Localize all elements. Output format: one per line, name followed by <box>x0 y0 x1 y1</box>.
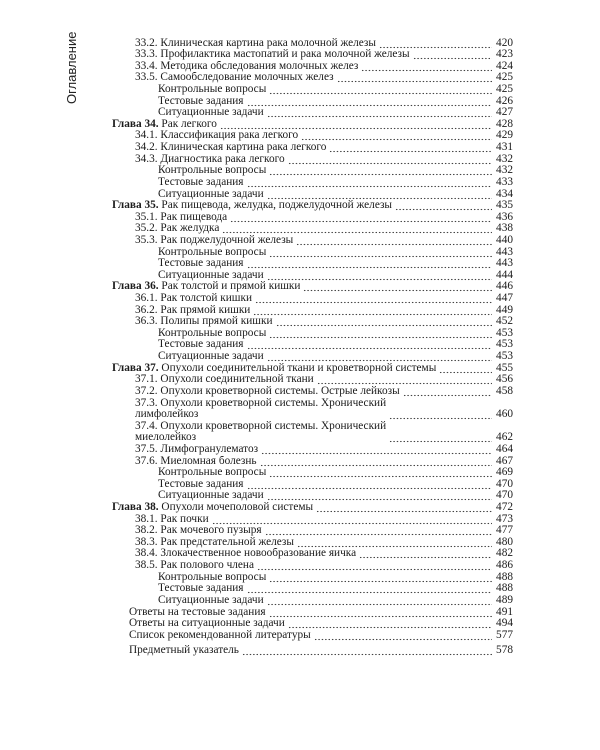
toc-entry-text: Контрольные вопросы <box>158 571 267 583</box>
toc-entry-row <box>112 645 513 657</box>
toc-dot-leader <box>212 514 492 525</box>
toc-entry-text: Рак пищевода, желудка, поджелудочной железы <box>161 200 393 212</box>
toc-entry-text: Ситуационные задачи <box>158 490 264 502</box>
toc-chapter-row <box>112 118 513 130</box>
toc-entry-row <box>112 188 513 200</box>
toc-dot-leader <box>220 119 492 130</box>
toc-entry-text: 38.5. Рак полового члена <box>135 560 254 572</box>
toc-entry-row <box>112 258 513 270</box>
toc-entry-text: Тестовые задания <box>158 95 244 107</box>
toc-entry-title <box>135 514 209 525</box>
toc-entry-title <box>135 293 252 304</box>
toc-dot-leader <box>247 96 492 107</box>
toc-page-number: 491 <box>496 605 513 618</box>
toc-page-number: 435 <box>496 199 513 212</box>
toc-entry-row <box>112 385 513 397</box>
toc-entry-title <box>158 96 244 107</box>
toc-dot-leader <box>314 630 492 641</box>
toc-dot-leader <box>230 212 492 223</box>
toc-entry-title <box>135 374 314 385</box>
toc-dot-leader <box>337 72 492 83</box>
toc-page-number: 425 <box>496 83 513 96</box>
toc-dot-leader <box>269 467 492 478</box>
toc-entry-title <box>135 38 376 49</box>
toc-page-number: 467 <box>496 454 513 467</box>
toc-entry-title <box>135 305 250 316</box>
toc-entry-text: 35.3. Рак поджелудочной железы <box>135 234 294 246</box>
toc-page-number: 488 <box>496 570 513 583</box>
toc-entry-row <box>112 72 513 84</box>
toc-dot-leader <box>257 560 492 571</box>
toc-entry-title <box>158 165 266 176</box>
toc-entry-row <box>112 292 513 304</box>
toc-page-number: 444 <box>496 268 513 281</box>
toc-entry-text: Тестовые задания <box>158 258 244 270</box>
toc-dot-leader <box>269 165 492 176</box>
toc-entry-title <box>158 479 244 490</box>
toc-chapter-number: Глава 34. <box>112 118 159 130</box>
toc-page-number: 473 <box>496 512 513 525</box>
toc-entry-text: Ответы на ситуационные задачи <box>129 618 285 630</box>
toc-entry-text: Рак легкого <box>161 118 217 130</box>
toc-entry-title <box>129 607 266 618</box>
toc-chapter-row <box>112 281 513 293</box>
toc-entry-title <box>135 72 334 83</box>
toc-entry-row <box>112 443 513 455</box>
toc-dot-leader <box>247 258 492 269</box>
toc-entry-title <box>135 223 219 234</box>
toc-dot-leader <box>296 235 492 246</box>
toc-dot-leader <box>265 525 492 536</box>
toc-page-number: 462 <box>496 431 513 444</box>
toc-entry-row <box>112 60 513 72</box>
toc-entry-row <box>112 629 513 641</box>
toc-entry-text: 36.1. Рак толстой кишки <box>135 293 253 305</box>
toc-entry-row <box>112 467 513 479</box>
toc-dot-leader <box>329 142 492 153</box>
toc-entry-text: Предметный указатель <box>129 645 239 657</box>
toc-entry-row <box>112 548 513 560</box>
toc-page-number: 432 <box>496 164 513 177</box>
toc-page-number: 446 <box>496 280 513 293</box>
toc-entry-title <box>135 525 262 536</box>
toc-entry-title <box>135 398 386 421</box>
toc-entry-row <box>112 316 513 328</box>
toc-page-number: 470 <box>496 489 513 502</box>
toc-entry-title <box>135 421 386 444</box>
toc-entry-row <box>112 397 513 420</box>
toc-dot-leader <box>267 189 492 200</box>
toc-page-number: 443 <box>496 245 513 258</box>
toc-page-number: 486 <box>496 559 513 572</box>
toc-page-number: 453 <box>496 338 513 351</box>
toc-entry-row <box>112 223 513 235</box>
toc-entry-row <box>112 153 513 165</box>
toc-dot-leader <box>247 339 492 350</box>
toc-entry-title <box>112 281 300 292</box>
toc-entry-text: Контрольные вопросы <box>158 165 267 177</box>
toc-entry-title <box>158 572 266 583</box>
toc-entry-text: 37.3. Опухоли кроветворной системы. Хронический лимфолейкоз <box>135 397 387 420</box>
toc-entry-text: 38.1. Рак почки <box>135 513 209 525</box>
toc-chapter-row <box>112 501 513 513</box>
toc-dot-leader <box>288 618 492 629</box>
toc-chapter-number: Глава 38. <box>112 502 159 514</box>
toc-entry-title <box>135 537 294 548</box>
toc-entry-text: 34.1. Классификация рака легкого <box>135 130 299 142</box>
toc-entry-row <box>112 455 513 467</box>
toc-page-number: 443 <box>496 257 513 270</box>
toc-entry-text: 36.2. Рак прямой кишки <box>135 304 251 316</box>
toc-entry-title <box>158 328 266 339</box>
toc-dot-leader <box>267 107 492 118</box>
toc-entry-title <box>135 235 293 246</box>
toc-dot-leader <box>389 409 492 420</box>
toc-entry-title <box>158 258 244 269</box>
toc-entry-text: Ситуационные задачи <box>158 269 264 281</box>
toc-page-number: 428 <box>496 117 513 130</box>
toc-chapter-row <box>112 200 513 212</box>
toc-dot-leader <box>403 386 492 397</box>
toc-entry-text: Рак толстой и прямой кишки <box>161 281 301 293</box>
toc-entry-title <box>158 270 264 281</box>
toc-entry-text: 37.4. Опухоли кроветворной системы. Хронический миелолейкоз <box>135 420 387 444</box>
toc-entry-row <box>112 374 513 386</box>
toc-entry-text: Контрольные вопросы <box>158 467 267 479</box>
toc-entry-title <box>129 645 239 656</box>
toc-page-number: 434 <box>496 187 513 200</box>
toc-entry-text: 38.3. Рак предстательной железы <box>135 536 294 548</box>
toc-entry-text: 37.2. Опухоли кроветворной системы. Острые лейкозы <box>135 385 400 397</box>
toc-entry-title <box>112 363 436 374</box>
toc-page-number: 425 <box>496 71 513 84</box>
toc-entry-text: 34.2. Клиническая картина рака легкого <box>135 142 327 154</box>
toc-page-number: 456 <box>496 373 513 386</box>
toc-page-number: 426 <box>496 94 513 107</box>
toc-entry-text: Ситуационные задачи <box>158 594 264 606</box>
toc-entry-text: Тестовые задания <box>158 339 244 351</box>
toc-page-number: 489 <box>496 593 513 606</box>
toc-entry-text: 33.5. Самообследование молочных желез <box>135 72 334 84</box>
table-of-contents <box>112 37 513 656</box>
toc-entry-title <box>158 351 264 362</box>
toc-page-number: 455 <box>496 361 513 374</box>
toc-entry-text: Список рекомендованной литературы <box>129 629 311 641</box>
toc-entry-row <box>112 339 513 351</box>
toc-dot-leader <box>297 537 492 548</box>
toc-entry-title <box>112 119 217 130</box>
toc-entry-text: 33.3. Профилактика мастопатий и рака молочной железы <box>135 49 410 61</box>
toc-entry-title <box>135 49 410 60</box>
toc-page-number: 431 <box>496 141 513 154</box>
toc-entry-text: 37.5. Лимфогранулематоз <box>135 443 259 455</box>
toc-chapter-number: Глава 37. <box>112 362 159 374</box>
toc-entry-text: 35.1. Рак пищевода <box>135 211 228 223</box>
toc-page-number: 470 <box>496 477 513 490</box>
toc-page-number: 452 <box>496 315 513 328</box>
toc-dot-leader <box>316 502 492 513</box>
toc-page-number: 458 <box>496 384 513 397</box>
toc-dot-leader <box>267 595 492 606</box>
toc-entry-row <box>112 490 513 502</box>
toc-dot-leader <box>269 328 492 339</box>
toc-entry-title <box>129 618 285 629</box>
toc-entry-title <box>158 467 266 478</box>
toc-entry-title <box>158 595 264 606</box>
toc-entry-title <box>158 490 264 501</box>
toc-entry-row <box>112 478 513 490</box>
toc-page-number: 494 <box>496 617 513 630</box>
toc-entry-title <box>158 107 264 118</box>
toc-entry-row <box>112 95 513 107</box>
toc-page-number: 469 <box>496 466 513 479</box>
toc-entry-row <box>112 304 513 316</box>
toc-entry-text: 37.1. Опухоли соединительной ткани <box>135 374 314 386</box>
toc-entry-row <box>112 176 513 188</box>
toc-page-number: 472 <box>496 501 513 514</box>
toc-entry-text: Контрольные вопросы <box>158 246 267 258</box>
toc-page-number: 429 <box>496 129 513 142</box>
toc-entry-row <box>112 420 513 443</box>
toc-entry-title <box>135 316 273 327</box>
toc-dot-leader <box>255 293 492 304</box>
toc-dot-leader <box>301 130 492 141</box>
toc-entry-row <box>112 606 513 618</box>
toc-entry-text: 34.3. Диагностика рака легкого <box>135 153 285 165</box>
toc-dot-leader <box>379 38 492 49</box>
toc-entry-text: Тестовые задания <box>158 176 244 188</box>
toc-dot-leader <box>317 374 492 385</box>
toc-dot-leader <box>253 305 492 316</box>
toc-entry-title <box>135 61 358 72</box>
toc-entry-text: Контрольные вопросы <box>158 327 267 339</box>
toc-entry-row <box>112 571 513 583</box>
toc-dot-leader <box>269 247 492 258</box>
toc-entry-row <box>112 525 513 537</box>
toc-page-number: 477 <box>496 524 513 537</box>
toc-page-number: 436 <box>496 210 513 223</box>
toc-entry-title <box>135 456 257 467</box>
toc-entry-row <box>112 37 513 49</box>
toc-entry-title <box>135 212 227 223</box>
toc-dot-leader <box>247 583 492 594</box>
toc-entry-title <box>129 630 311 641</box>
toc-entry-title <box>135 386 400 397</box>
toc-entry-title <box>135 560 254 571</box>
toc-dot-leader <box>260 456 492 467</box>
toc-page-number: 578 <box>496 644 513 657</box>
toc-entry-row <box>112 165 513 177</box>
toc-page-number: 424 <box>496 59 513 72</box>
toc-dot-leader <box>269 607 492 618</box>
toc-entry-row <box>112 618 513 630</box>
toc-chapter-number: Глава 35. <box>112 200 159 212</box>
toc-entry-row <box>112 107 513 119</box>
toc-page-number: 420 <box>496 36 513 49</box>
toc-entry-row <box>112 83 513 95</box>
toc-page-number: 482 <box>496 547 513 560</box>
toc-entry-title <box>112 200 392 211</box>
toc-dot-leader <box>276 316 492 327</box>
toc-entry-title <box>135 130 298 141</box>
toc-entry-title <box>158 177 244 188</box>
toc-entry-row <box>112 141 513 153</box>
toc-dot-leader <box>395 200 492 211</box>
toc-entry-row <box>112 246 513 258</box>
toc-entry-text: Опухоли соединительной ткани и кроветворной системы <box>161 362 437 374</box>
toc-entry-title <box>135 548 356 559</box>
toc-page-number: 449 <box>496 303 513 316</box>
running-header-text: Оглавление <box>64 31 79 104</box>
toc-entry-title <box>135 444 258 455</box>
toc-page-number: 577 <box>496 628 513 641</box>
toc-entry-row <box>112 536 513 548</box>
toc-dot-leader <box>267 351 492 362</box>
toc-entry-text: 36.3. Полипы прямой кишки <box>135 316 273 328</box>
toc-entry-text: Тестовые задания <box>158 583 244 595</box>
toc-dot-leader <box>359 548 492 559</box>
toc-dot-leader <box>288 154 492 165</box>
toc-page-number: 453 <box>496 326 513 339</box>
toc-entry-row <box>112 583 513 595</box>
toc-chapter-number: Глава 36. <box>112 281 159 293</box>
toc-page-number: 427 <box>496 106 513 119</box>
toc-chapter-row <box>112 362 513 374</box>
toc-entry-row <box>112 269 513 281</box>
toc-entry-title <box>158 583 244 594</box>
toc-entry-title <box>135 142 326 153</box>
toc-page-number: 464 <box>496 442 513 455</box>
toc-entry-text: Тестовые задания <box>158 478 244 490</box>
toc-page-number: 488 <box>496 582 513 595</box>
toc-dot-leader <box>222 223 492 234</box>
toc-dot-leader <box>413 49 492 60</box>
toc-entry-row <box>112 327 513 339</box>
toc-page-number: 453 <box>496 350 513 363</box>
toc-entry-row <box>112 513 513 525</box>
toc-entry-title <box>158 247 266 258</box>
toc-page-number: 447 <box>496 292 513 305</box>
toc-entry-row <box>112 559 513 571</box>
toc-entry-row <box>112 594 513 606</box>
toc-entry-title <box>158 189 264 200</box>
toc-dot-leader <box>269 572 492 583</box>
toc-page-number: 433 <box>496 175 513 188</box>
toc-entry-row <box>112 130 513 142</box>
toc-page-number: 432 <box>496 152 513 165</box>
toc-page-number: 440 <box>496 233 513 246</box>
toc-page-number: 480 <box>496 535 513 548</box>
toc-entry-text: 38.2. Рак мочевого пузыря <box>135 525 262 537</box>
toc-dot-leader <box>267 490 492 501</box>
toc-entry-title <box>158 339 244 350</box>
toc-dot-leader <box>389 432 492 443</box>
toc-entry-title <box>158 84 266 95</box>
toc-entry-row <box>112 211 513 223</box>
toc-entry-text: Ситуационные задачи <box>158 107 264 119</box>
toc-page-number: 438 <box>496 222 513 235</box>
toc-entry-text: Контрольные вопросы <box>158 84 267 96</box>
toc-dot-leader <box>439 363 492 374</box>
toc-dot-leader <box>261 444 492 455</box>
toc-entry-text: 35.2. Рак желудка <box>135 223 220 235</box>
running-header <box>64 31 80 162</box>
toc-entry-text: 33.4. Методика обследования молочных желез <box>135 60 359 72</box>
toc-entry-text: Опухоли мочеполовой системы <box>161 502 314 514</box>
toc-dot-leader <box>247 177 492 188</box>
toc-entry-row <box>112 234 513 246</box>
toc-dot-leader <box>247 479 492 490</box>
toc-dot-leader <box>361 61 492 72</box>
toc-entry-title <box>112 502 313 513</box>
toc-entry-text: Ситуационные задачи <box>158 351 264 363</box>
toc-dot-leader <box>269 84 492 95</box>
toc-dot-leader <box>267 270 492 281</box>
toc-entry-row <box>112 350 513 362</box>
toc-dot-leader <box>303 281 492 292</box>
toc-entry-text: Ответы на тестовые задания <box>129 606 266 618</box>
toc-entry-row <box>112 49 513 61</box>
toc-dot-leader <box>242 645 492 656</box>
toc-entry-title <box>135 154 285 165</box>
toc-entry-text: Ситуационные задачи <box>158 188 264 200</box>
toc-entry-text: 38.4. Злокачественное новообразование яичка <box>135 548 357 560</box>
toc-page-number: 460 <box>496 408 513 421</box>
toc-entry-text: 37.6. Миеломная болезнь <box>135 455 257 467</box>
toc-entry-text: 33.2. Клиническая картина рака молочной железы <box>135 37 376 49</box>
toc-page-number: 423 <box>496 48 513 61</box>
